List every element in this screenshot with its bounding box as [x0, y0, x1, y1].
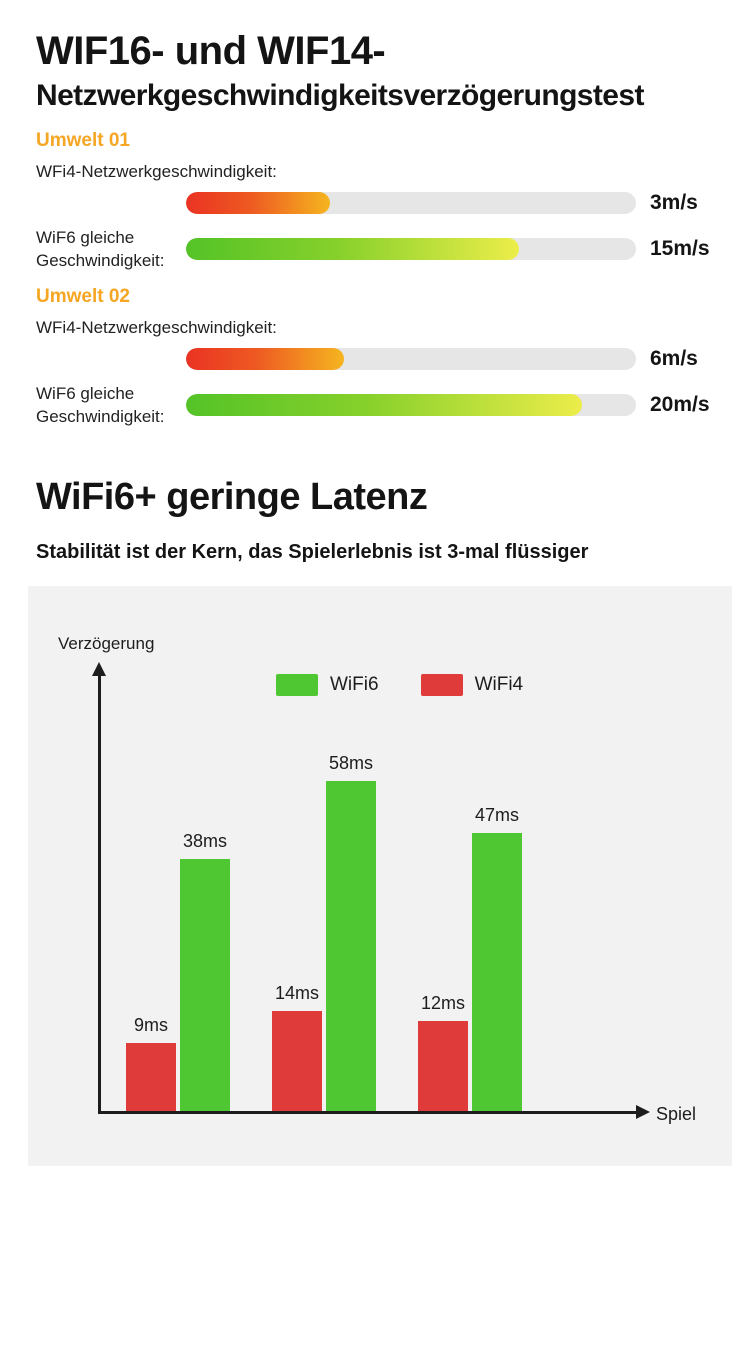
chart-bar-label-wifi4-1: 9ms: [133, 1015, 169, 1035]
wifi6-speed-label-02: WiF6 gleiche Geschwindigkeit:: [36, 384, 165, 426]
chart-bar-group-2: [272, 753, 376, 1111]
chart-bar-wifi4-1: [126, 1015, 176, 1111]
speed-bar-track-wifi6-02: [186, 394, 636, 416]
latency-section-header: [0, 476, 750, 564]
speed-row-wifi4-01: [36, 186, 732, 220]
speed-bar-fill-wifi4-02: [186, 348, 344, 370]
chart-bar-wifi6-1: [180, 831, 230, 1111]
chart-x-axis: [98, 1111, 638, 1114]
speed-bar-track-wifi4-01: [186, 192, 636, 214]
environment-block-02: [0, 286, 750, 428]
environment-block-01: [0, 130, 750, 272]
chart-plot-area: [98, 674, 696, 1124]
environment-title-02: Umwelt 02: [36, 286, 130, 307]
speed-value-wifi6-02: 20m/s: [650, 393, 710, 416]
speed-row-wifi6-01: [36, 226, 732, 272]
speed-bar-fill-wifi4-01: [186, 192, 330, 214]
chart-bar-wifi6-2: [326, 753, 376, 1111]
wifi4-speed-label-02: WFi4-Netzwerkgeschwindigkeit:: [36, 318, 277, 337]
environment-title-01: Umwelt 01: [36, 130, 130, 151]
page-title: [0, 0, 750, 116]
speed-bar-fill-wifi6-02: [186, 394, 582, 416]
chart-bar-wifi4-3: [418, 993, 468, 1111]
latency-title: WiFi6+ geringe Latenz: [36, 476, 428, 518]
wifi6-speed-label-01: WiF6 gleiche Geschwindigkeit:: [36, 228, 165, 270]
page-title-line2: Netzwerkgeschwindigkeitsverzögerungstest: [36, 79, 644, 112]
legend-label-wifi6: WiFi6: [330, 674, 379, 695]
chart-bar-group-1: [126, 831, 230, 1111]
speed-value-wifi4-02: 6m/s: [650, 347, 698, 370]
speed-bar-fill-wifi6-01: [186, 238, 519, 260]
chart-x-axis-label: Spiel: [655, 1104, 696, 1124]
latency-bar-chart: [28, 586, 732, 1166]
page-title-line1: WIF16- und WIF14-: [36, 29, 386, 73]
chart-y-axis: [98, 674, 101, 1114]
speed-row-wifi4-02: [36, 342, 732, 376]
latency-subtitle: Stabilität ist der Kern, das Spielerlebnis ist 3-mal flüssiger: [36, 541, 589, 563]
chart-bar-label-wifi4-3: 12ms: [420, 993, 466, 1013]
speed-row-wifi6-02: [36, 382, 732, 428]
wifi4-speed-label-01: WFi4-Netzwerkgeschwindigkeit:: [36, 162, 277, 181]
chart-bar-label-wifi6-3: 47ms: [474, 805, 520, 825]
speed-value-wifi6-01: 15m/s: [650, 237, 710, 260]
chart-bar-wifi4-2: [272, 983, 322, 1111]
chart-bar-label-wifi6-1: 38ms: [182, 831, 228, 851]
chart-y-axis-label: Verzögerung: [58, 634, 155, 653]
chart-bar-label-wifi4-2: 14ms: [274, 983, 320, 1003]
chart-bar-label-wifi6-2: 58ms: [328, 753, 374, 773]
chart-bar-wifi6-3: [472, 805, 522, 1111]
speed-value-wifi4-01: 3m/s: [650, 191, 698, 214]
speed-bar-track-wifi6-01: [186, 238, 636, 260]
speed-bar-track-wifi4-02: [186, 348, 636, 370]
legend-label-wifi4: WiFi4: [474, 674, 524, 695]
chart-bars: [126, 671, 584, 1111]
chart-bar-group-3: [418, 805, 522, 1111]
